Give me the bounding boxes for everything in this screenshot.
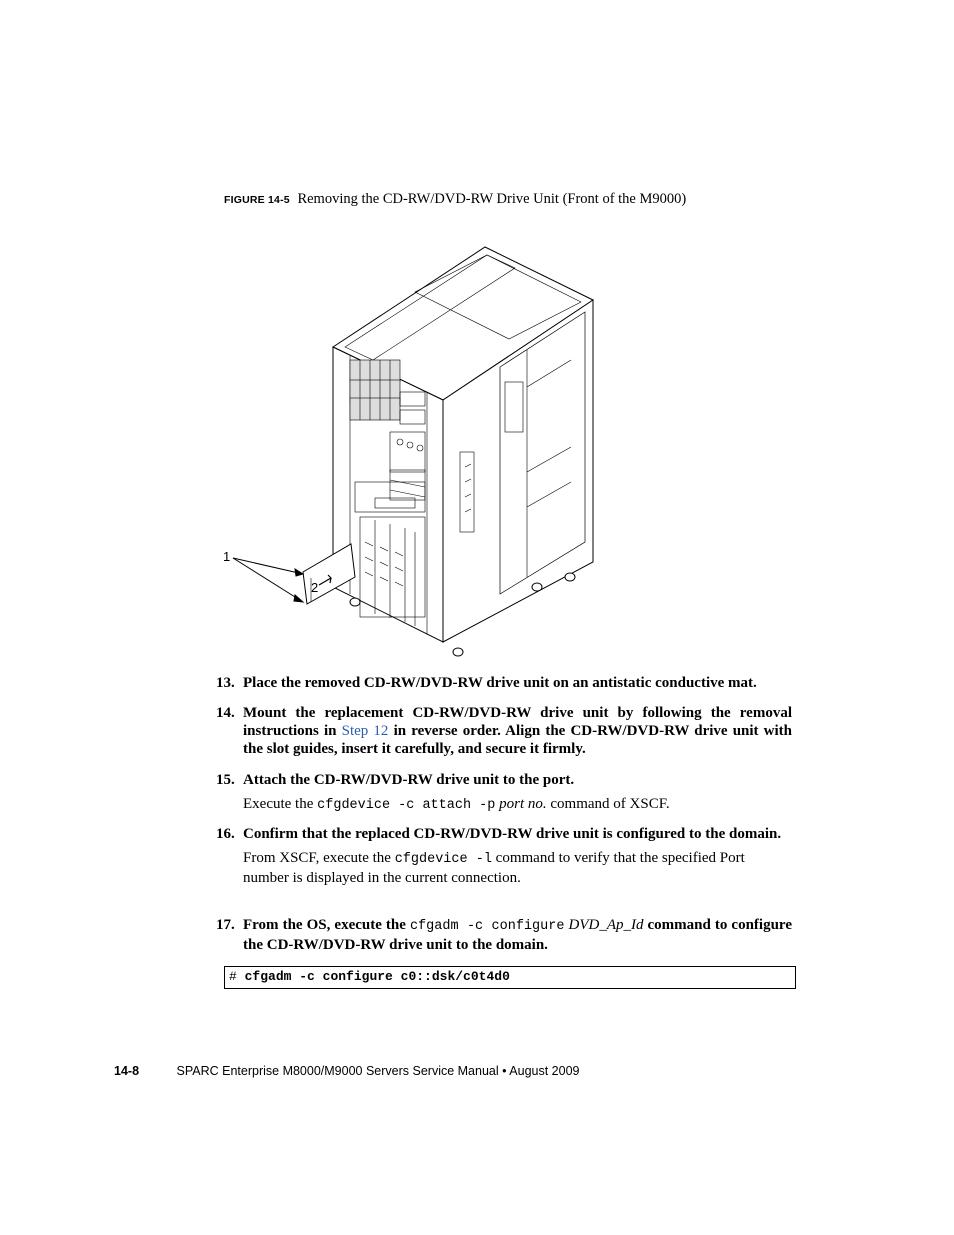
step-body-text: command to verify that the specified Port number is displayed in the current connection.	[243, 850, 745, 886]
callout-1: 1	[223, 549, 231, 564]
step-number: 13.	[216, 675, 235, 691]
step-number: 16.	[216, 826, 235, 842]
step-heading-text: From the OS, execute the	[243, 917, 410, 933]
step-body-text: From XSCF, execute the	[243, 850, 395, 866]
step-13	[216, 674, 792, 692]
callout-2: 2	[311, 580, 319, 595]
figure-label: FIGURE 14-5	[224, 194, 290, 206]
inline-code: cfgdevice -l	[394, 852, 492, 867]
step-body-text: Execute the	[243, 796, 318, 812]
server-cabinet-illustration	[215, 242, 605, 662]
step-heading-text: in reverse order. Align the CD-RW/DVD-RW drive unit with the slot guides, insert it carefully, and secure it firmly.	[243, 723, 793, 757]
step-body	[243, 849, 792, 887]
code-line	[229, 969, 510, 984]
page-number: 14-8	[114, 1064, 140, 1078]
inline-italic: port no.	[495, 796, 547, 812]
step-body-text: command of XSCF.	[546, 796, 670, 812]
figure-caption	[224, 191, 686, 208]
step-12-link[interactable]: Step 12	[341, 723, 389, 739]
step-heading: Confirm that the replaced CD-RW/DVD-RW drive unit is configured to the domain.	[243, 826, 782, 842]
step-17	[216, 916, 792, 954]
step-number: 17.	[216, 917, 235, 933]
code-block	[224, 966, 796, 989]
step-15	[216, 771, 792, 815]
step-14	[216, 704, 792, 758]
step-number: 15.	[216, 772, 235, 788]
step-heading: Attach the CD-RW/DVD-RW drive unit to the port.	[243, 772, 575, 788]
step-heading-text: Mount the replacement CD-RW/DVD-RW drive unit by following the removal instructions in	[243, 705, 792, 739]
step-heading	[243, 704, 792, 758]
code-prompt: #	[229, 969, 237, 984]
step-heading	[243, 916, 792, 954]
footer-text: SPARC Enterprise M8000/M9000 Servers Service Manual • August 2009	[176, 1064, 580, 1078]
inline-code: cfgadm -c configure	[409, 919, 565, 934]
step-heading: Place the removed CD-RW/DVD-RW drive unit on an antistatic conductive mat.	[243, 675, 757, 691]
step-body	[243, 795, 792, 815]
step-number: 14.	[216, 705, 235, 721]
page-footer	[114, 1064, 579, 1078]
code-command: cfgadm -c configure c0::dsk/c0t4d0	[244, 969, 510, 984]
figure-title: Removing the CD-RW/DVD-RW Drive Unit (Front of the M9000)	[297, 191, 687, 207]
inline-italic: DVD_Ap_Id	[564, 917, 644, 933]
step-16	[216, 825, 792, 887]
inline-code: cfgdevice -c attach -p	[317, 798, 496, 813]
step-heading-text: command to configure the CD-RW/DVD-RW drive unit to the domain.	[243, 917, 792, 953]
